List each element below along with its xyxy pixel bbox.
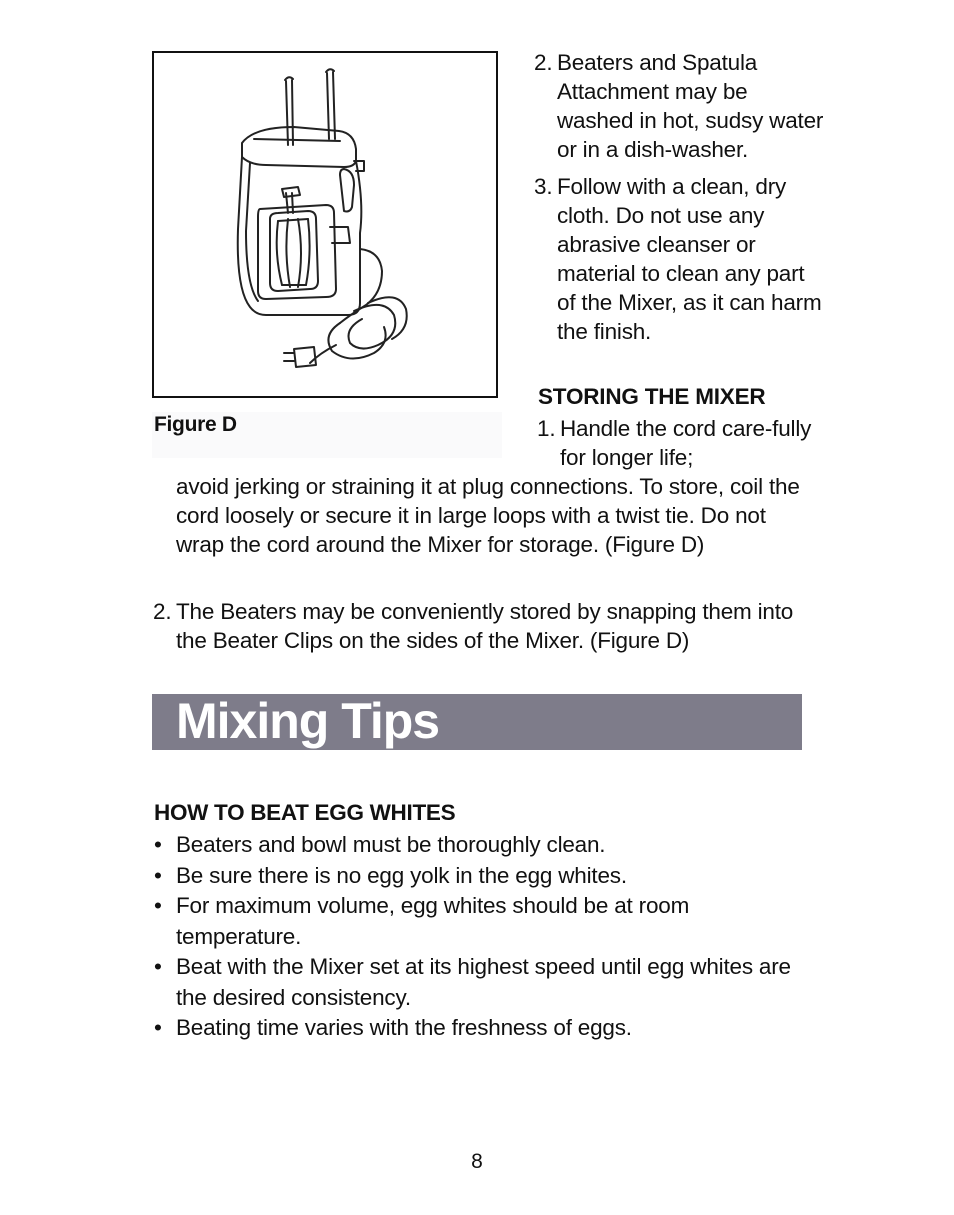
storing-item-2 bbox=[153, 597, 813, 655]
list-item bbox=[534, 172, 824, 346]
bullet-icon: • bbox=[154, 1015, 162, 1040]
storing-item-1 bbox=[537, 414, 837, 472]
section-banner bbox=[152, 694, 802, 750]
list-item bbox=[154, 952, 814, 1013]
list-item bbox=[154, 861, 814, 892]
list-item bbox=[153, 597, 813, 655]
figure-caption: Figure D bbox=[154, 413, 237, 436]
list-item-text: Be sure there is no egg yolk in the egg whites. bbox=[176, 862, 627, 888]
bullet-icon: • bbox=[154, 954, 162, 979]
bullet-icon: • bbox=[154, 832, 162, 857]
bullet-icon: • bbox=[154, 893, 162, 918]
list-item bbox=[154, 891, 814, 952]
egg-whites-heading: HOW TO BEAT EGG WHITES bbox=[154, 800, 456, 825]
list-item bbox=[534, 48, 824, 164]
list-item-text: Beaters and bowl must be thoroughly clean. bbox=[176, 832, 606, 857]
list-item bbox=[154, 1013, 814, 1044]
list-item-text: Follow with a clean, dry cloth. Do not use any abrasive cleanser or material to clean any part of the Mixer, as it can harm the finish. bbox=[557, 174, 822, 344]
list-item bbox=[154, 830, 814, 861]
banner-title: Mixing Tips bbox=[176, 693, 440, 749]
page-number: 8 bbox=[471, 1150, 483, 1173]
list-item-text: Beat with the Mixer set at its highest speed until egg whites are the desired consistency. bbox=[176, 954, 791, 1010]
list-item-text: Handle the cord care-fully for longer life; bbox=[560, 416, 812, 470]
list-item-text: For maximum volume, egg whites should be at room temperature. bbox=[176, 893, 690, 949]
list-item-text: Beaters and Spatula Attachment may be washed in hot, sudsy water or in a dish-washer. bbox=[557, 50, 824, 162]
list-item-number: 2. bbox=[153, 599, 172, 624]
list-item-number: 1. bbox=[537, 416, 556, 441]
bullet-icon: • bbox=[154, 862, 162, 888]
storing-item-1-continued: avoid jerking or straining it at plug connections. To store, coil the cord loosely or secure it in large loops with a twist tie. Do not wrap the cord around the Mixer for storage. (Figure D) bbox=[176, 474, 800, 557]
list-item-text: Beating time varies with the freshness of eggs. bbox=[176, 1015, 632, 1040]
list-item bbox=[537, 414, 837, 472]
list-item-text: The Beaters may be conveniently stored by snapping them into the Beater Clips on the sides of the Mixer. (Figure D) bbox=[176, 599, 794, 653]
figure-d-image bbox=[152, 51, 498, 398]
list-item-number: 3. bbox=[534, 174, 553, 199]
hand-mixer-illustration-icon bbox=[154, 53, 496, 396]
storing-heading: STORING THE MIXER bbox=[538, 384, 766, 409]
list-item-number: 2. bbox=[534, 50, 553, 75]
cleaning-list bbox=[534, 48, 824, 354]
egg-whites-list bbox=[154, 830, 814, 1044]
